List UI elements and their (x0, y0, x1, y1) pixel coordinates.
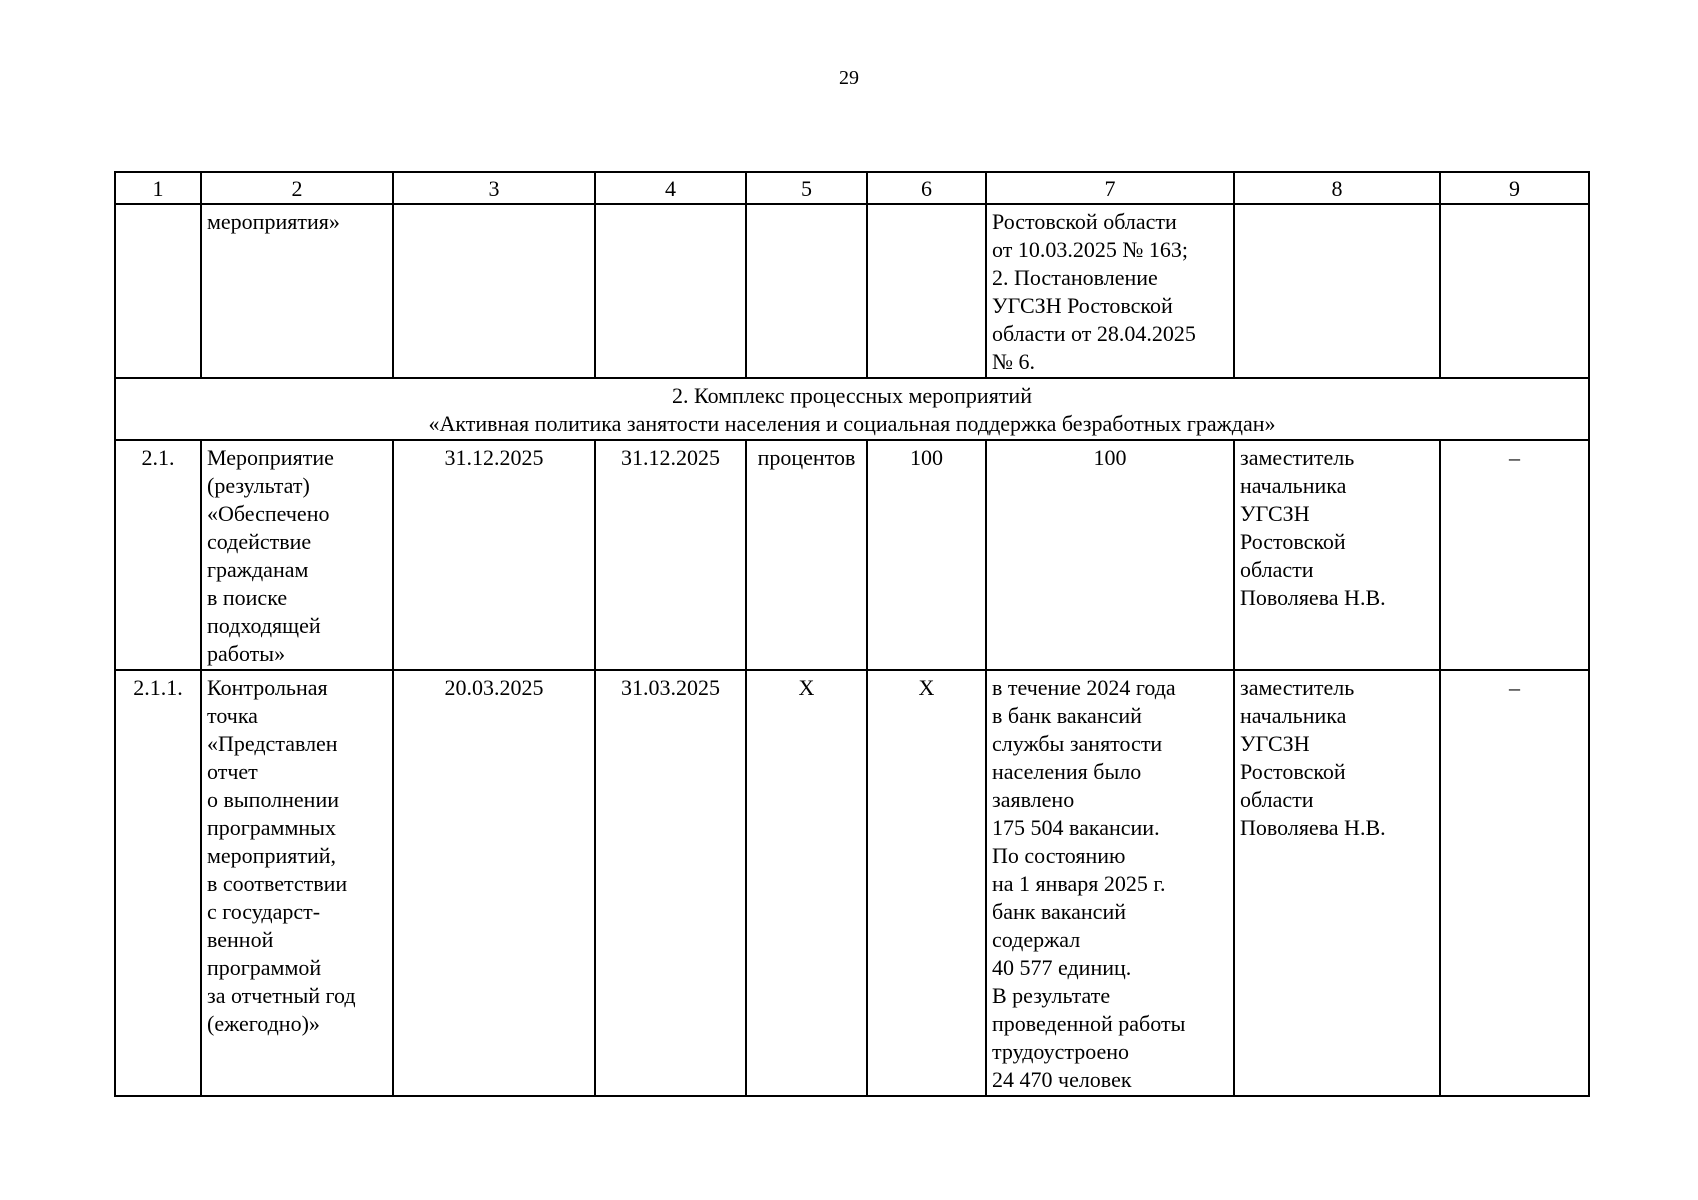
cell-plan-value (867, 204, 986, 378)
cell-fact: 100 (986, 440, 1234, 670)
cell-end-date: 31.12.2025 (595, 440, 746, 670)
plan-table (114, 171, 1590, 1097)
cell-name: Мероприятие (результат) «Обеспечено содействие гражданам в поиске подходящей работы» (201, 440, 393, 670)
cell-plan-value: 100 (867, 440, 986, 670)
cell-fact: в течение 2024 года в банк вакансий службы занятости населения было заявлено 175 504 вакансии. По состоянию на 1 января 2025 г. банк вакансий содержал 40 577 единиц. В результате проведенной работы трудоустроено 24 470 человек (986, 670, 1234, 1096)
cell-name: Контрольная точка «Представлен отчет о выполнении программных мероприятий, в соответствии с государст- венной программой за отчетный год (ежегодно)» (201, 670, 393, 1096)
cell-responsible (1234, 204, 1440, 378)
column-header: 2 (201, 172, 393, 204)
cell-number: 2.1.1. (115, 670, 201, 1096)
cell-end-date: 31.03.2025 (595, 670, 746, 1096)
column-header: 4 (595, 172, 746, 204)
cell-plan-value: X (867, 670, 986, 1096)
cell-name: мероприятия» (201, 204, 393, 378)
cell-note: – (1440, 440, 1589, 670)
column-header: 3 (393, 172, 595, 204)
column-header: 1 (115, 172, 201, 204)
table-header-row (115, 172, 1589, 204)
cell-note (1440, 204, 1589, 378)
cell-unit (746, 204, 867, 378)
cell-fact: Ростовской области от 10.03.2025 № 163; 2. Постановление УГСЗН Ростовской области от 28.04.2025 № 6. (986, 204, 1234, 378)
section-title: 2. Комплекс процессных мероприятий «Активная политика занятости населения и социальная поддержка безработных граждан» (115, 378, 1589, 440)
column-header: 8 (1234, 172, 1440, 204)
page-number: 29 (839, 67, 859, 89)
table-row (115, 670, 1589, 1096)
cell-start-date (393, 204, 595, 378)
cell-note: – (1440, 670, 1589, 1096)
cell-start-date: 20.03.2025 (393, 670, 595, 1096)
cell-start-date: 31.12.2025 (393, 440, 595, 670)
cell-responsible: заместитель начальника УГСЗН Ростовской области Поволяева Н.В. (1234, 670, 1440, 1096)
cell-unit: X (746, 670, 867, 1096)
table-row (115, 440, 1589, 670)
cell-number: 2.1. (115, 440, 201, 670)
cell-unit: процентов (746, 440, 867, 670)
column-header: 5 (746, 172, 867, 204)
section-row (115, 378, 1589, 440)
cell-responsible: заместитель начальника УГСЗН Ростовской области Поволяева Н.В. (1234, 440, 1440, 670)
column-header: 6 (867, 172, 986, 204)
cell-number (115, 204, 201, 378)
cell-end-date (595, 204, 746, 378)
column-header: 9 (1440, 172, 1589, 204)
table-row (115, 204, 1589, 378)
column-header: 7 (986, 172, 1234, 204)
